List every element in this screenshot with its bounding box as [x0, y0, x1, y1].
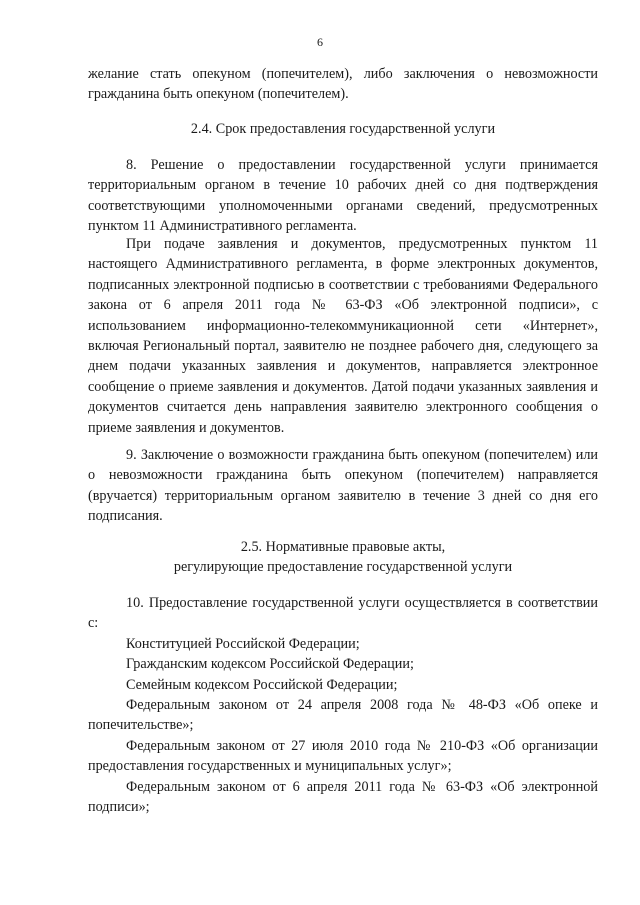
list-item: Семейным кодексом Российской Федерации;: [126, 676, 398, 693]
section-heading-2-5-line-2: регулирующие предоставление государственной услуги: [173, 559, 513, 576]
section-heading-2-4: 2.4. Срок предоставления государственной услуги: [190, 121, 496, 137]
continuation-line-2: гражданина быть опекуном (попечителем).: [88, 86, 349, 103]
list-item: Федеральным законом от 24 апреля 2008 года № 48-ФЗ «Об опеке и попечительстве»;: [88, 697, 598, 734]
paragraph-10-text: 10. Предоставление государственной услуги осуществляется в соответствии с:: [88, 595, 598, 632]
continuation-text: [88, 64, 598, 105]
paragraph-electronic-submission: [88, 234, 598, 438]
paragraph-8: [88, 155, 598, 237]
list-item: Федеральным законом от 27 июля 2010 года № 210-ФЗ «Об организации предоставления государственных и муниципальных услуг»;: [88, 737, 598, 775]
paragraph-9: [88, 445, 598, 527]
paragraph-8-text: 8. Решение о предоставлении государственной услуги принимается территориальным органом в течение 10 рабочих дней со дня подтверждения соответствующими уполномоченными органами сведений, предусмотренных пунктом 11 Административного регламента.: [88, 157, 598, 235]
list-item: Федеральным законом от 6 апреля 2011 года № 63-ФЗ «Об электронной подписи»;: [88, 778, 598, 816]
list-item: Конституцией Российской Федерации;: [126, 635, 360, 652]
page-number: 6: [317, 35, 323, 49]
section-heading-2-5-line-1: 2.5. Нормативные правовые акты,: [240, 539, 446, 555]
continuation-line-1: желание стать опекуном (попечителем), либо заключения о невозможности: [88, 66, 598, 82]
paragraph-electronic-text: При подаче заявления и документов, предусмотренных пунктом 11 настоящего Административного регламента, в форме электронных документов, подписанных электронной подписью в соответствии с требованиями Федерального закона от 6 апреля 2011 года № 63-ФЗ «Об электронной подписи», с использованием информационно-телекоммуникационной сети «Интернет», включая Региональный портал, заявителю не позднее рабочего дня, следующего за днем подачи указанных заявления и документов, направляется электронное сообщение о приеме заявления и документов. Датой подачи указанных заявления и документов считается день направления заявителю электронного сообщения о приеме заявления и документов.: [88, 236, 598, 436]
paragraph-10: [88, 593, 598, 817]
list-item: Гражданским кодексом Российской Федерации;: [126, 656, 414, 673]
section-heading-2-5: [88, 537, 598, 578]
paragraph-9-text: 9. Заключение о возможности гражданина быть опекуном (попечителем) или о невозможности гражданина быть опекуном (попечителем) направляется (вручается) территориальным органом заявителю в течение 3 дней со дня его подписания.: [88, 447, 598, 525]
